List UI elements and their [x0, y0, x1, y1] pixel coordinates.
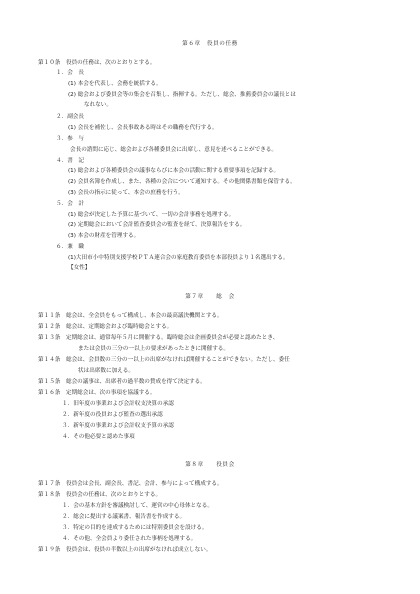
- treasurer-duty-1: (1) 総会が決定した予算に基づいて、一切の会計事務を処理する。: [68, 212, 235, 218]
- concurrent-post-note: 【女性】: [68, 265, 91, 271]
- secretary-duty-3: (3) 会長の指示に従って、本会の庶務を行う。: [68, 190, 184, 196]
- treasurer-duty-2: (2) 定期総会において会計監査委員会の監査を経て、決算報告をする。: [68, 222, 246, 228]
- item-concurrent-post: ６．兼 職: [56, 244, 84, 250]
- article-12: 第１２条 総会は、定期総会および臨時総会とする。: [38, 324, 173, 330]
- article-18-item-1: １．会の基本方針を審議検討して、運営の中心母体となる。: [62, 503, 213, 509]
- article-16-item-3: ３．新年度の事業および会計収支予算の承認: [62, 423, 174, 429]
- treasurer-duty-3: (3) 本会の財産を管理する。: [68, 233, 140, 239]
- chapter-8-heading: 第８章 役員会: [185, 462, 235, 468]
- article-18: 第１８条 役員会の任務は、次のとおりとする。: [38, 492, 162, 498]
- article-18-item-3: ３．特定の目的を達成するためには特別委員会を設ける。: [62, 525, 208, 531]
- article-11: 第１１条 総会は、全会員をもって構成し、本会の最高議決機関とする。: [38, 313, 223, 319]
- president-duty-2-cont: なれない。: [84, 102, 112, 108]
- chapter-6-heading: 第６章 役員の任務: [182, 41, 238, 47]
- concurrent-post-duty-1: (1)大田市小中特別支援学校ＰＴＡ連合会の家庭教育委員を本部役員より１名選出する。: [68, 255, 289, 261]
- president-duty-2: (2) 総会および委員会等の集会を召集し、指揮する。ただし、総会、推薦委員会の議長とは: [68, 92, 296, 98]
- item-vice-president: ２．副会長: [56, 114, 84, 120]
- article-10: 第１０条 役員の任務は、次のとおりとする。: [38, 60, 156, 66]
- article-16-item-2: ２．新年度の役員および監査の選出承認: [62, 412, 163, 418]
- secretary-duty-1: (1) 総会および各種委員会の議事ならびに本会の活動に関する重要事項を記録する。: [68, 168, 280, 174]
- item-secretary: ４．書 記: [56, 158, 84, 164]
- article-13-cont: または会員の三分の一以上の要求があったときに開催する。: [78, 346, 229, 352]
- article-16-item-4: ４．その他必要と認めた事項: [62, 434, 135, 440]
- article-17: 第１７条 役員会は会長、副会長、書記、会計、参与によって構成する。: [38, 481, 223, 487]
- chapter-7-heading: 第７章 総 会: [185, 294, 235, 300]
- president-duty-1: (1) 本会を代表し、会務を統括する。: [68, 81, 162, 87]
- article-13: 第１３条 定期総会は、通常毎年５月に開催する。臨時総会は企画委員会が必要と認めたとき、: [38, 335, 279, 341]
- secretary-duty-2: (2) 会員名簿を作成し、また、各種の会合について通知する。その他関係書類を保管する。: [68, 179, 296, 185]
- article-14: 第１４条 総会は、会員数の三分の一以上の出席がなければ開催することができない。ただし、委任: [38, 357, 290, 363]
- article-16: 第１６条 定期総会は、次の事項を協議する。: [38, 390, 156, 396]
- vice-president-duty-1: (1) 会長を補佐し、会長事故ある時はその職務を代行する。: [68, 125, 218, 131]
- article-16-item-1: １．旧年度の事業および会計収支決算の承認: [62, 401, 174, 407]
- article-18-item-2: ２．総会に提出する議案書、報告書を作成する。: [62, 514, 186, 520]
- article-15: 第１５条 総会の議事は、出席者の過半数の賛成を得て決定する。: [38, 379, 206, 385]
- advisor-duty: 会長の諮問に応じ、総会および各種委員会に出席し、意見を述べることができる。: [70, 147, 277, 153]
- item-treasurer: ５．会 計: [56, 201, 84, 207]
- item-advisor: ３．参 与: [56, 136, 84, 142]
- article-19: 第１９条 役員会は、役員の半数以上の出席がなければ成立しない。: [38, 547, 212, 553]
- item-president: １．会 長: [56, 70, 84, 76]
- article-18-item-4: ４．その他、全会員より委任された事柄を処理する。: [62, 536, 197, 542]
- article-14-cont: 状は出席数に加える。: [78, 368, 134, 374]
